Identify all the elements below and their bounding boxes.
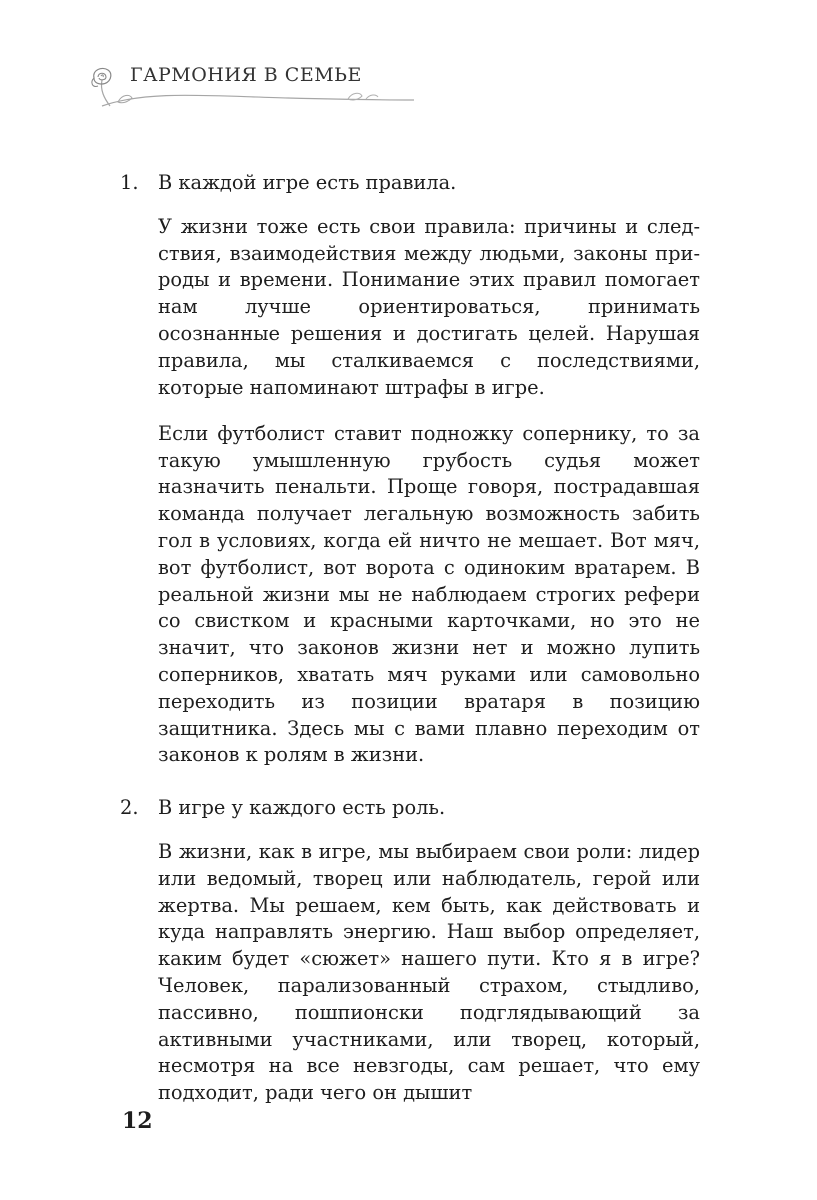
list-item-2 — [120, 795, 700, 822]
list-heading: В каждой игре есть правила. — [158, 171, 457, 194]
rose-icon — [88, 64, 120, 94]
list-heading: В игре у каждого есть роль. — [158, 796, 446, 820]
page-body — [120, 170, 700, 1126]
running-header-title: ГАРМОНИЯ В СЕМЬЕ — [130, 64, 362, 86]
list-number: 1. — [120, 171, 139, 194]
paragraph: Если футболист ставит подножку сопернику, то за такую умышленную грубость судья может назначить пенальти. Проще говоря, пострадавшая команда получает легальную возможность забить гол в условиях, когда ей ничто не мешает. Вот мяч, вот футболист, вот ворота с одиноким вратарем. В реальной жизни мы не наблюдаем строгих рефери со свистком и красными карточками, но это не значит, что законов жизни нет и можно лупить соперников, хватать мяч руками или самовольно переходить из позиции вратаря в позицию защитника. Здесь мы с вами плавно переходим от законов к ролям в жизни. — [158, 421, 700, 767]
paragraph: В жизни, как в игре, мы выбираем свои роли: лидер или ведомый, творец или наблюдатель, герой или жертва. Мы решаем, кем быть, как действовать и куда направлять энергию. Наш выбор определяет, каким будет «сюжет» нашего пути. Кто я в игре? Человек, парализованный страхом, стыдливо, пассивно, пошпионски подглядывающий за активными участниками, или творец, который, несмотря на все невзгоды, сам решает, что ему подходит, ради чего он дышит — [158, 839, 700, 1105]
page-number: 12 — [122, 1108, 153, 1134]
paragraph: У жизни тоже есть свои правила: причины и следствия, взаимодействия между людьми, законы природы и времени. Понимание этих правил помогает нам лучше ориентироваться, принимать осознанные решения и достигать целей. Нарушая правила, мы сталкиваемся с последствиями, которые напоминают штрафы в игре. — [158, 214, 700, 399]
list-number: 2. — [120, 796, 139, 820]
running-header — [88, 56, 418, 112]
list-item-1 — [120, 170, 700, 197]
